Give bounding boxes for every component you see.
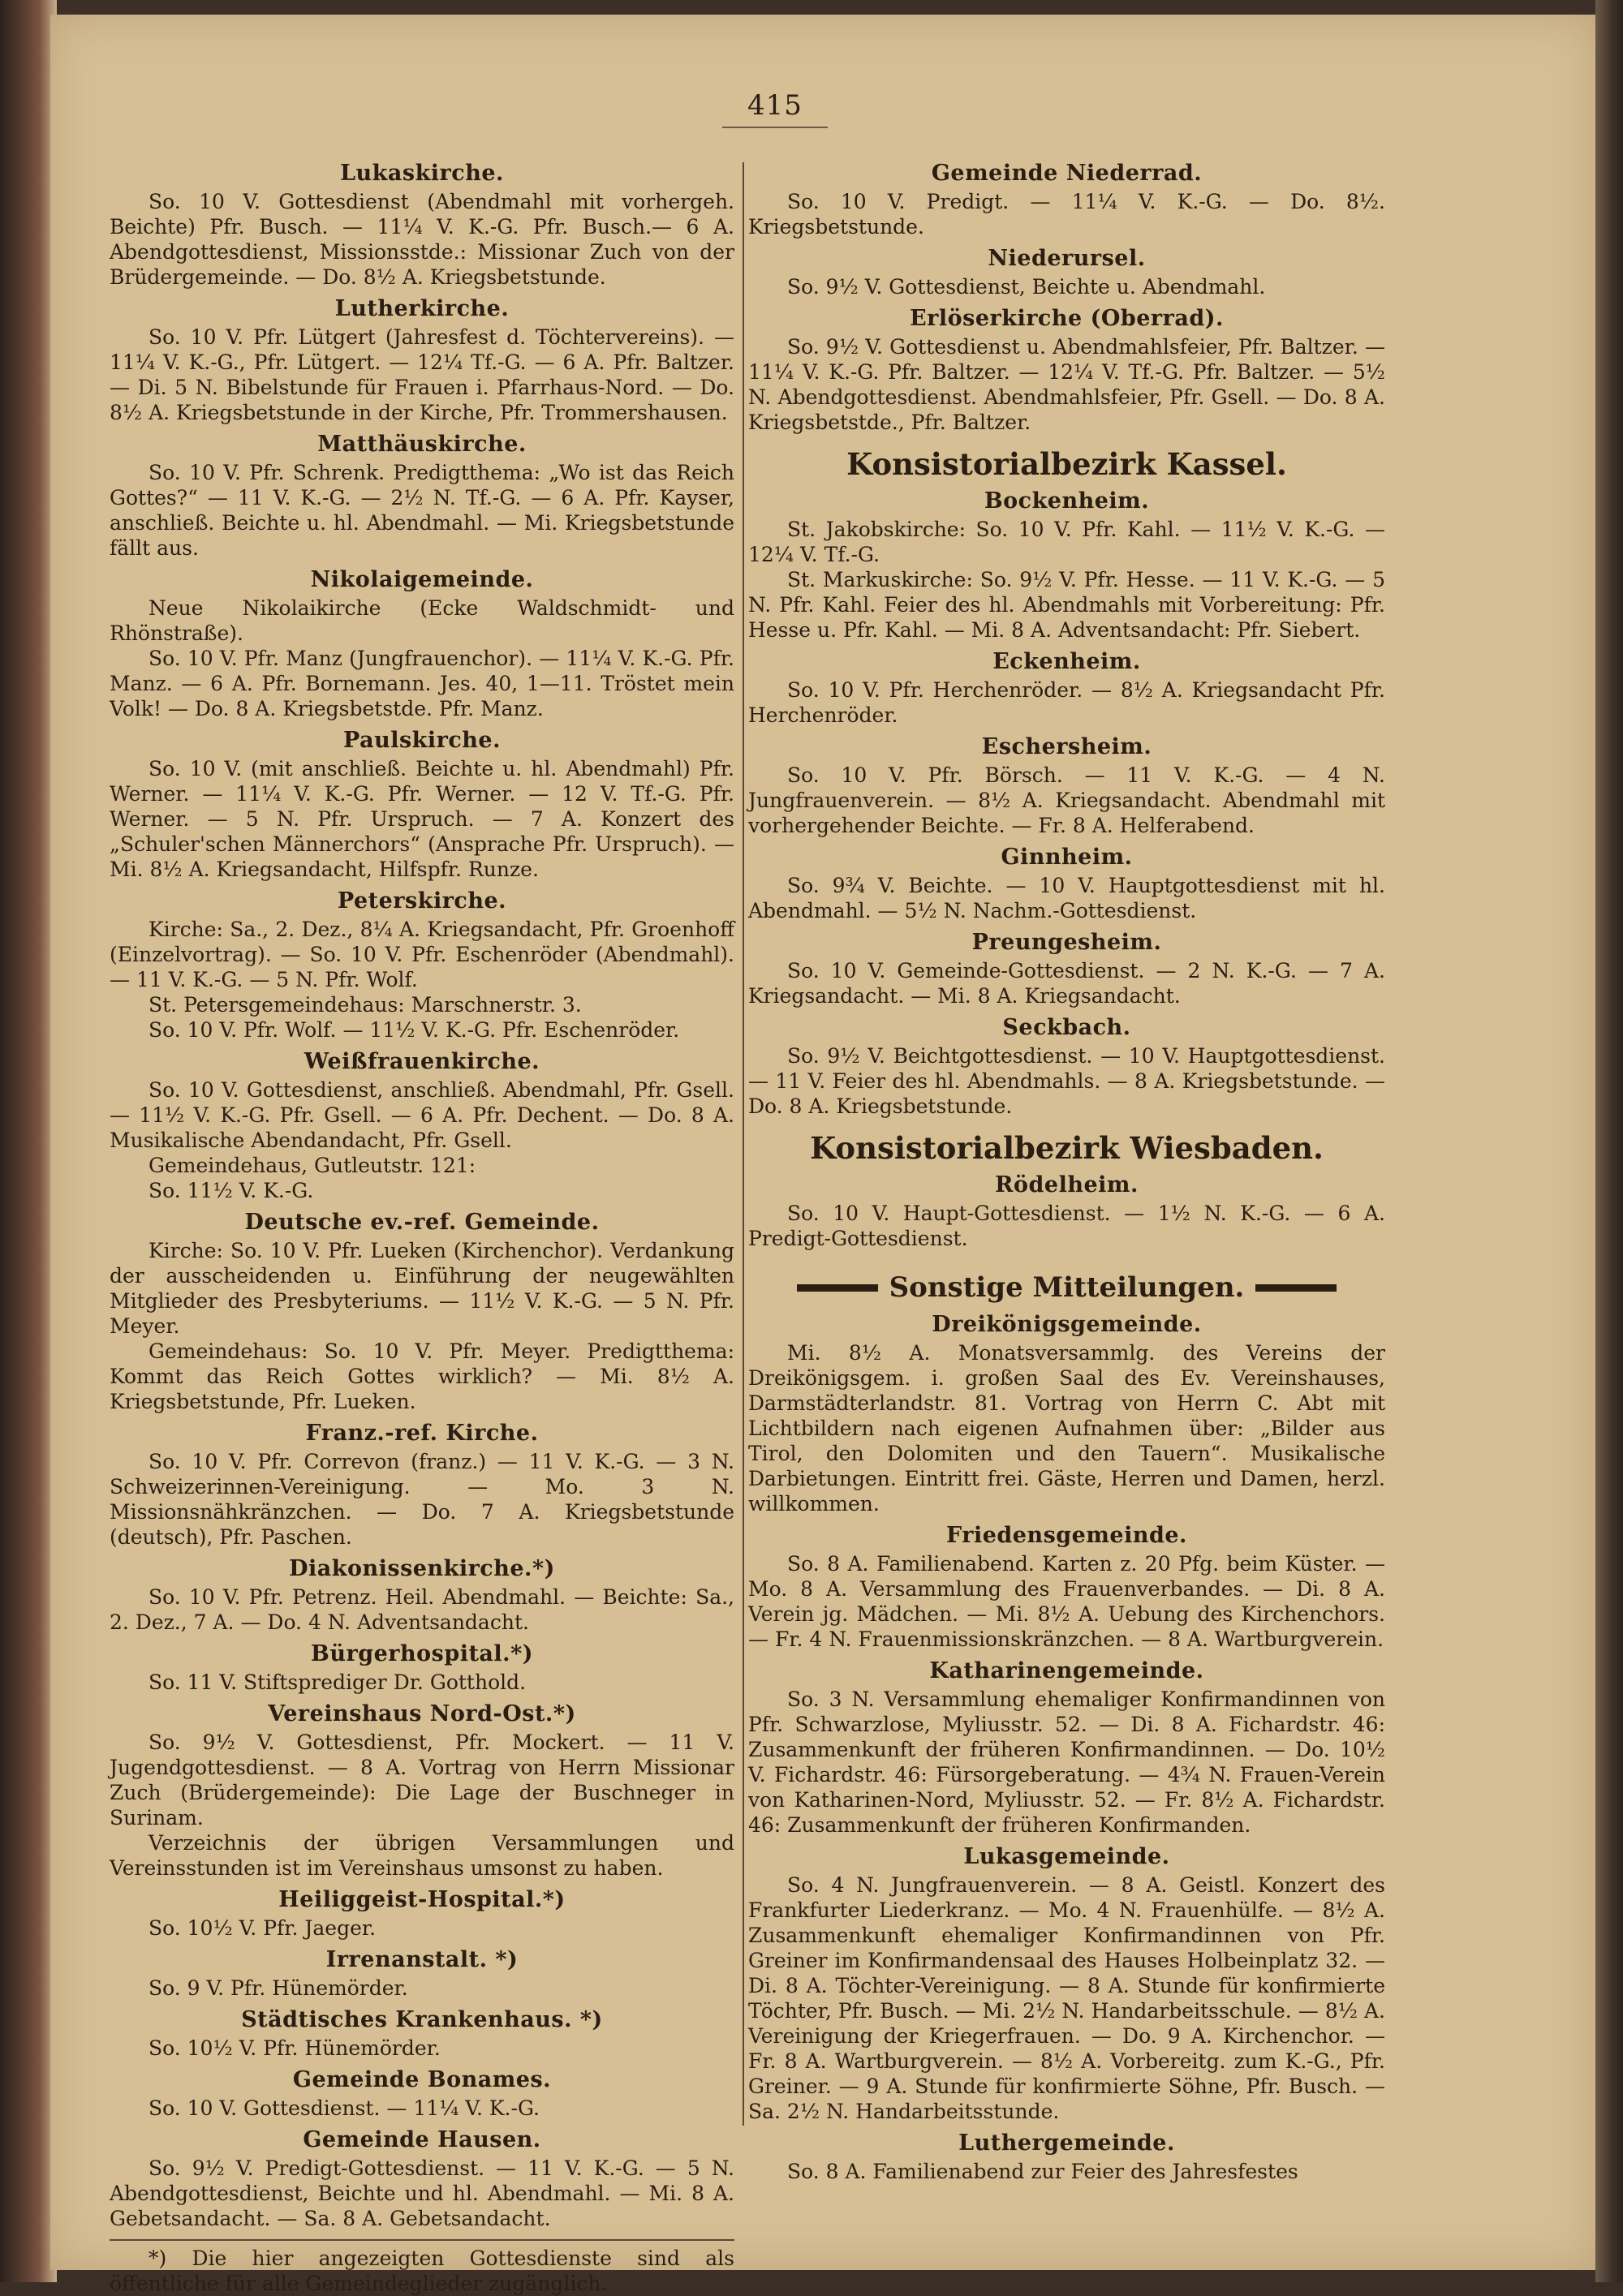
service-text: So. 10 V. Pfr. Börsch. — 11 V. K.-G. — 4 N. Jungfrauenverein. — 8½ A. Kriegsandacht. Abendmahl mit vorhergehender Beichte. — Fr. 8 A. Helferabend. (748, 763, 1385, 837)
service-text: Gemeindehaus, Gutleutstr. 121: (149, 1154, 476, 1177)
service-text: So. 8 A. Familienabend. Karten z. 20 Pfg. beim Küster. — Mo. 8 A. Versammlung des Frauenverbandes. — Di. 8 A. Verein jg. Mädchen. — Mi. 8½ A. Uebung des Kirchenchors. — Fr. 4 N. Frauenmissionskränzchen. — 8 A. Wartburgverein. (748, 1552, 1385, 1651)
church-heading: Nikolaigemeinde. (310, 567, 534, 592)
church-heading: Luthergemeinde. (958, 2130, 1175, 2156)
right-column (748, 154, 1385, 2184)
service-text: So. 9½ V. Gottesdienst u. Abendmahlsfeier, Pfr. Baltzer. — 11¼ V. K.-G. Pfr. Baltzer. — 12¼ V. Tf.-G. Pfr. Baltzer. — 5½ N. Abendgottesdienst. Abendmahlsfeier, Pfr. Gsell. — Do. 8 A. Kriegsbetstde., Pfr. Baltzer. (748, 335, 1385, 434)
service-text: So. 10 V. Gottesdienst. — 11¼ V. K.-G. (149, 2096, 540, 2120)
page-edge (1595, 0, 1623, 2282)
church-heading: Lutherkirche. (334, 296, 510, 321)
church-heading: Bürgerhospital.*) (311, 1641, 533, 1666)
district-heading: Konsistorialbezirk Wiesbaden. (810, 1130, 1324, 1166)
service-text: Mi. 8½ A. Monatsversammlg. des Vereins der Dreikönigsgem. i. großen Saal des Ev. Vereinshauses, Darmstädterlandstr. 81. Vortrag von Herrn C. Abt mit Lichtbildern nach eigenen Aufnahmen über: „Bilder aus Tirol, den Dolomiten und den Tauern“. Musikalische Darbietungen. Eintritt frei. Gäste, Herren und Damen, herzl. willkommen. (748, 1341, 1385, 1516)
church-heading: Seckbach. (1002, 1015, 1131, 1040)
service-text: So. 10 V. Gottesdienst, anschließ. Abendmahl, Pfr. Gsell. — 11½ V. K.-G. Pfr. Gsell. — 6 A. Pfr. Dechent. — Do. 8 A. Musikalische Abendandacht, Pfr. Gsell. (110, 1078, 734, 1152)
section-heading (748, 1271, 1385, 1304)
service-text: So. 10 V. Pfr. Manz (Jungfrauenchor). — 11¼ V. K.-G. Pfr. Manz. — 6 A. Pfr. Bornemann. Jes. 40, 1—11. Tröstet mein Volk! — Do. 8 A. Kriegsbetstde. Pfr. Manz. (110, 647, 734, 720)
service-text: Neue Nikolaikirche (Ecke Waldschmidt- und Rhönstraße). (110, 596, 734, 645)
church-heading: Lukasgemeinde. (963, 1844, 1170, 1869)
church-heading: Ginnheim. (1001, 845, 1133, 870)
section-title: Sonstige Mitteilungen. (889, 1271, 1245, 1304)
church-heading: Katharinengemeinde. (929, 1658, 1204, 1683)
service-text: So. 9½ V. Gottesdienst, Pfr. Mockert. — 11 V. Jugendgottesdienst. — 8 A. Vortrag von Herrn Missionar Zuch (Brüdergemeinde): Die Lage der Buschneger in Surinam. (110, 1731, 734, 1829)
left-column (110, 154, 734, 2296)
service-text: So. 10 V. Pfr. Lütgert (Jahresfest d. Töchtervereins). — 11¼ V. K.-G., Pfr. Lütgert. — 12¼ Tf.-G. — 6 A. Pfr. Baltzer. — Di. 5 N. Bibelstunde für Frauen i. Pfarrhaus-Nord. — Do. 8½ A. Kriegsbetstunde in der Kirche, Pfr. Trommershausen. (110, 325, 734, 424)
service-text: So. 10 V. Gottesdienst (Abendmahl mit vorhergeh. Beichte) Pfr. Busch. — 11¼ V. K.-G. Pfr. Busch.— 6 A. Abendgottesdienst, Missionsstde.: Missionar Zuch von der Brüdergemeinde. — Do. 8½ A. Kriegsbetstunde. (110, 190, 734, 289)
service-text: So. 9 V. Pfr. Hünemörder. (149, 1976, 408, 2000)
church-heading: Deutsche ev.-ref. Gemeinde. (244, 1210, 600, 1235)
church-heading: Diakonissenkirche.*) (289, 1556, 555, 1581)
church-heading: Erlöserkirche (Oberrad). (910, 306, 1224, 331)
church-heading: Paulskirche. (343, 728, 501, 753)
service-text: So. 10 V. Haupt-Gottesdienst. — 1½ N. K.-G. — 6 A. Predigt-Gottesdienst. (748, 1202, 1385, 1250)
service-text: Verzeichnis der übrigen Versammlungen und Vereinsstunden ist im Vereinshaus umsonst zu haben. (110, 1831, 734, 1880)
service-text: So. 10 V. Predigt. — 11¼ V. K.-G. — Do. 8½. Kriegsbetstunde. (748, 190, 1385, 239)
service-text: So. 10 V. Gemeinde-Gottesdienst. — 2 N. K.-G. — 7 A. Kriegsandacht. — Mi. 8 A. Kriegsandacht. (748, 959, 1385, 1008)
section-rule (1255, 1284, 1337, 1292)
church-heading: Peterskirche. (337, 888, 507, 914)
service-text: So. 10 V. Pfr. Schrenk. Predigtthema: „Wo ist das Reich Gottes?“ — 11 V. K.-G. — 2½ N. Tf.-G. — 6 A. Pfr. Kayser, anschließ. Beichte u. hl. Abendmahl. — Mi. Kriegsbetstunde fällt aus. (110, 461, 734, 560)
district-heading: Konsistorialbezirk Kassel. (846, 446, 1287, 482)
church-heading: Gemeinde Hausen. (303, 2127, 541, 2152)
service-text: So. 3 N. Versammlung ehemaliger Konfirmandinnen von Pfr. Schwarzlose, Myliusstr. 52. — Di. 8 A. Fichardstr. 46: Zusammenkunft der früheren Konfirmandinnen. — Do. 10½ V. Fichardstr. 46: Fürsorgeberatung. — 4¾ N. Frauen-Verein von Katharinen-Nord, Myliusstr. 52. — Fr. 8½ A. Fichardstr. 46: Zusammenkunft der früheren Konfirmanden. (748, 1688, 1385, 1837)
section-rule (797, 1284, 878, 1292)
church-heading: Dreikönigsgemeinde. (932, 1312, 1202, 1337)
service-text: So. 9½ V. Predigt-Gottesdienst. — 11 V. K.-G. — 5 N. Abendgottesdienst, Beichte und hl. Abendmahl. — Mi. 8 A. Gebetsandacht. — Sa. 8 A. Gebetsandacht. (110, 2156, 734, 2230)
service-text: So. 9¾ V. Beichte. — 10 V. Hauptgottesdienst mit hl. Abendmahl. — 5½ N. Nachm.-Gottesdienst. (748, 874, 1385, 922)
church-heading: Friedensgemeinde. (946, 1523, 1187, 1548)
service-text: So. 10½ V. Pfr. Jaeger. (149, 1916, 377, 1940)
service-text: So. 9½ V. Beichtgottesdienst. — 10 V. Hauptgottesdienst. — 11 V. Feier des hl. Abendmahls. — 8 A. Kriegsbetstunde. — Do. 8 A. Kriegsbetstunde. (748, 1044, 1385, 1118)
page-number: 415 (722, 89, 828, 128)
church-heading: Städtisches Krankenhaus. *) (241, 2007, 603, 2032)
service-text: St. Petersgemeindehaus: Marschnerstr. 3. (149, 993, 582, 1017)
church-heading: Eschersheim. (981, 734, 1152, 759)
church-heading: Matthäuskirche. (317, 432, 527, 457)
service-text: St. Jakobskirche: So. 10 V. Pfr. Kahl. — 11½ V. K.-G. — 12¼ V. Tf.-G. (748, 518, 1385, 566)
church-heading: Eckenheim. (992, 649, 1141, 674)
church-heading: Weißfrauenkirche. (304, 1049, 540, 1074)
service-text: St. Markuskirche: So. 9½ V. Pfr. Hesse. — 11 V. K.-G. — 5 N. Pfr. Kahl. Feier des hl. Abendmahls mit Vorbereitung: Pfr. Hesse u. Pfr. Kahl. — Mi. 8 A. Adventsandacht: Pfr. Siebert. (748, 568, 1385, 642)
service-text: So. 10 V. Pfr. Wolf. — 11½ V. K.-G. Pfr. Eschenröder. (149, 1018, 680, 1042)
footnote: *) Die hier angezeigten Gottesdienste sind als öffentliche für alle Gemeindeglieder zugänglich. (110, 2239, 734, 2296)
service-text: So. 10 V. Pfr. Petrenz. Heil. Abendmahl. — Beichte: Sa., 2. Dez., 7 A. — Do. 4 N. Adventsandacht. (110, 1585, 734, 1634)
book-spine (0, 0, 57, 2282)
service-text: Gemeindehaus: So. 10 V. Pfr. Meyer. Predigtthema: Kommt das Reich Gottes wirklich? — Mi. 8½ A. Kriegsbetstunde, Pfr. Lueken. (110, 1339, 734, 1413)
church-heading: Irrenanstalt. *) (325, 1947, 519, 1972)
service-text: So. 10½ V. Pfr. Hünemörder. (149, 2036, 441, 2060)
service-text: So. 11 V. Stiftsprediger Dr. Gotthold. (149, 1670, 527, 1694)
service-text: So. 4 N. Jungfrauenverein. — 8 A. Geistl. Konzert des Frankfurter Liederkranz. — Mo. 4 N. Frauenhülfe. — 8½ A. Zusammenkunft ehemaliger Konfirmandinnen von Pfr. Greiner im Konfirmandensaal des Hauses Holbeinplatz 32. — Di. 8 A. Töchter-Vereinigung. — 8 A. Stunde für konfirmierte Töchter, Pfr. Busch. — Mi. 2½ N. Handarbeitsschule. — 8½ A. Vereinigung der Kriegerfrauen. — Do. 9 A. Kirchenchor. — Fr. 8 A. Wartburgverein. — 8½ A. Vorbereitg. zum K.-G., Pfr. Greiner. — 9 A. Stunde für konfirmierte Söhne, Pfr. Busch. — Sa. 2½ N. Handarbeitsstunde. (748, 1873, 1385, 2123)
church-heading: Vereinshaus Nord-Ost.*) (268, 1701, 576, 1726)
service-text: So. 9½ V. Gottesdienst, Beichte u. Abendmahl. (787, 275, 1266, 299)
church-heading: Franz.-ref. Kirche. (305, 1421, 539, 1446)
church-heading: Lukaskirche. (340, 161, 504, 186)
service-text: Kirche: So. 10 V. Pfr. Lueken (Kirchenchor). Verdankung der ausscheidenden u. Einführung der neugewählten Mitglieder des Presbyteriums. — 11½ V. K.-G. — 5 N. Pfr. Meyer. (110, 1239, 734, 1338)
church-heading: Gemeinde Niederrad. (931, 161, 1203, 186)
service-text: So. 11½ V. K.-G. (149, 1179, 314, 1202)
church-heading: Heiliggeist-Hospital.*) (278, 1887, 566, 1912)
church-heading: Rödelheim. (995, 1172, 1139, 1197)
church-heading: Gemeinde Bonames. (292, 2067, 552, 2092)
service-text: So. 8 A. Familienabend zur Feier des Jahresfestes (787, 2160, 1298, 2183)
service-text: So. 10 V. Pfr. Herchenröder. — 8½ A. Kriegsandacht Pfr. Herchenröder. (748, 678, 1385, 727)
service-text: So. 10 V. (mit anschließ. Beichte u. hl. Abendmahl) Pfr. Werner. — 11¼ V. K.-G. Pfr. Werner. — 12 V. Tf.-G. Pfr. Werner. — 5 N. Pfr. Urspruch. — 7 A. Konzert des „Schuler'schen Männerchors“ (Ansprache Pfr. Urspruch). — Mi. 8½ A. Kriegsandacht, Hilfspfr. Runze. (110, 757, 734, 881)
church-heading: Niederursel. (988, 246, 1146, 271)
column-divider (743, 162, 744, 2126)
service-text: Kirche: Sa., 2. Dez., 8¼ A. Kriegsandacht, Pfr. Groenhoff (Einzelvortrag). — So. 10 V. Pfr. Eschenröder (Abendmahl). — 11 V. K.-G. — 5 N. Pfr. Wolf. (110, 918, 734, 991)
church-heading: Bockenheim. (984, 488, 1150, 514)
church-heading: Preungesheim. (971, 930, 1162, 955)
service-text: So. 10 V. Pfr. Correvon (franz.) — 11 V. K.-G. — 3 N. Schweizerinnen-Vereinigung. — Mo. 3 N. Missionsnähkränzchen. — Do. 7 A. Kriegsbetstunde (deutsch), Pfr. Paschen. (110, 1450, 734, 1549)
